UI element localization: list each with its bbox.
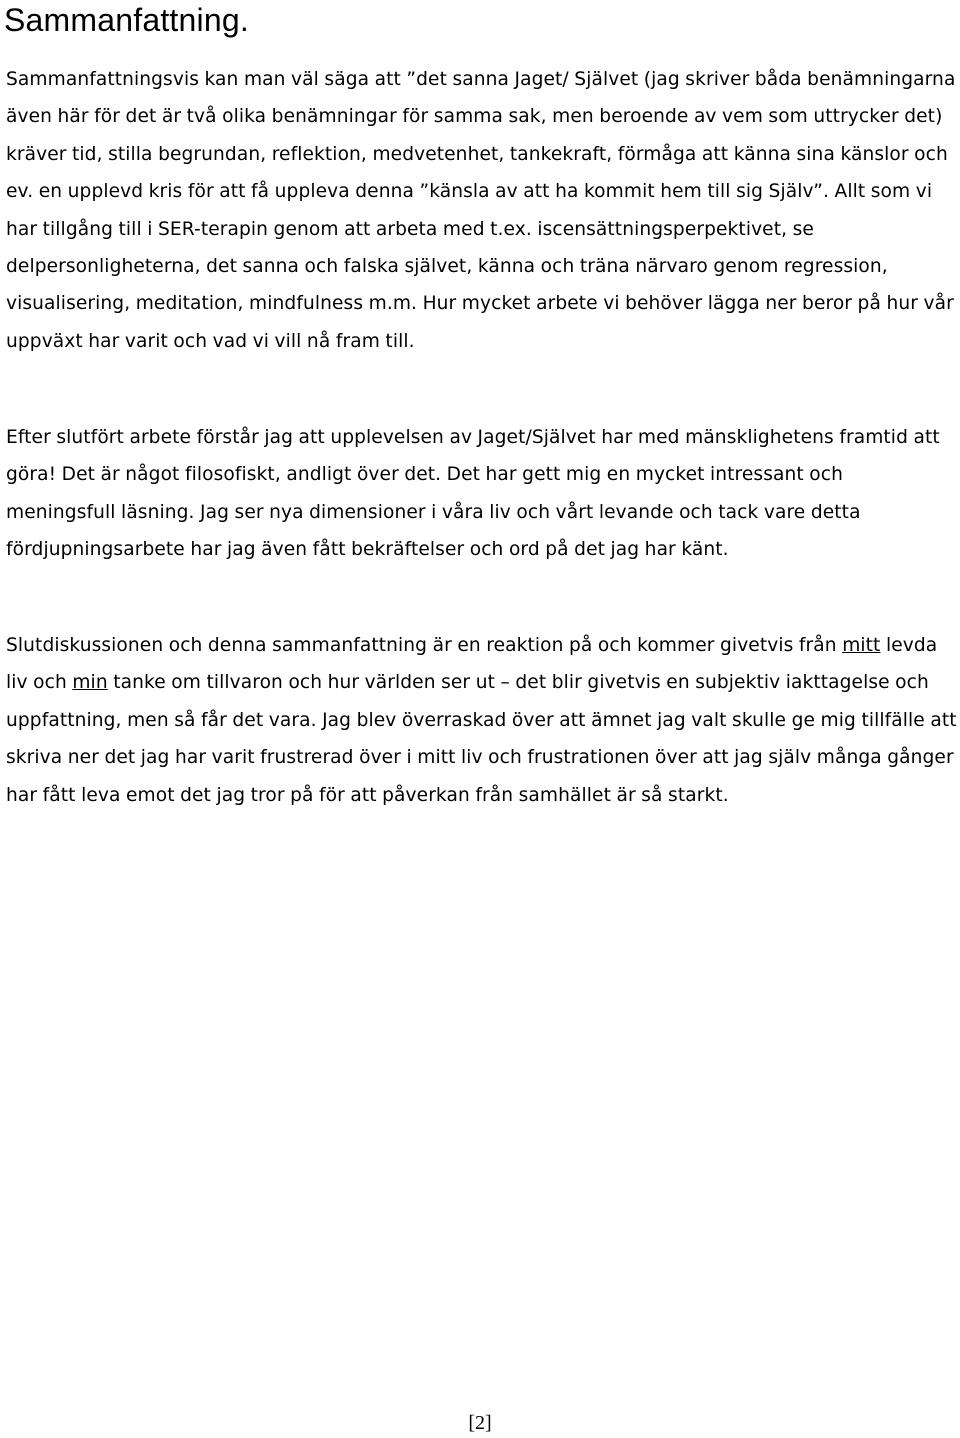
underlined-word: mitt	[842, 635, 881, 656]
paragraph-text-segment: Slutdiskussionen och denna sammanfattning är en reaktion på och kommer givetvis från	[6, 635, 843, 656]
paragraph-text-segment: tanke om tillvaron och hur världen ser ut – det blir givetvis en subjektiv iakttagelse och uppfattning, men så får det vara. Jag blev överraskad över att ämnet jag valt skulle ge mig tillfälle att skriva ner det jag har varit frustrerad över i mitt liv och frustrationen över att jag själv många gånger har fått leva emot det jag tror på för att påverkan från samhället är så starkt.	[6, 672, 957, 806]
page-title: Sammanfattning.	[4, 2, 249, 38]
page-number: [2]	[468, 1412, 492, 1434]
paragraph-text-segment: levda liv och	[6, 635, 938, 694]
paragraph-conclusion: Efter slutfört arbete förstår jag att upplevelsen av Jaget/Självet har med mänsklighetens framtid att göra! Det är något filosofiskt, andligt över det. Det har gett mig en mycket intressant och meningsfull läsning. Jag ser nya dimensioner i våra liv och vårt levande och tack vare detta fördjupningsarbete har jag även fått bekräftelser och ord på det jag har känt.	[6, 427, 940, 561]
paragraph-summary: Sammanfattningsvis kan man väl säga att ”det sanna Jaget/ Självet (jag skriver båda benämningarna även här för det är två olika benämningar för samma sak, men beroende av vem som uttrycker det) kräver tid, stilla begrundan, reflektion, medvetenhet, tankekraft, förmåga att känna sina känslor och ev. en upplevd kris för att få uppleva denna ”känsla av att ha kommit hem till sig Själv”. Allt som vi har tillgång till i SER-terapin genom att arbeta med t.ex. iscensättningsperpektivet, se delpersonligheterna, det sanna och falska självet, känna och träna närvaro genom regression, visualisering, meditation, mindfulness m.m. Hur mycket arbete vi behöver lägga ner beror på hur vår uppväxt har varit och vad vi vill nå fram till.	[6, 69, 956, 352]
paragraph-final-discussion	[6, 627, 958, 814]
underlined-word: min	[72, 672, 108, 694]
